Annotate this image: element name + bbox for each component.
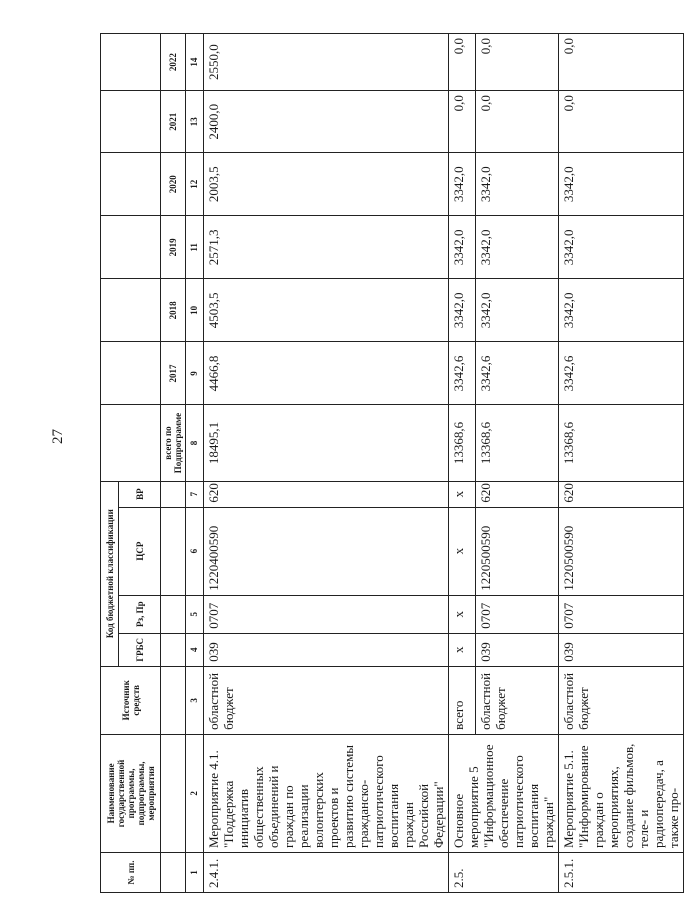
col-number: 11 bbox=[186, 216, 204, 279]
row-total: 13368,6 bbox=[449, 405, 476, 481]
header-vr: ВР bbox=[119, 481, 161, 507]
row-value-2020: 2003,5 bbox=[204, 153, 449, 216]
row-value-2018: 4503,5 bbox=[204, 279, 449, 342]
row-value-2017: 4466,8 bbox=[204, 342, 449, 405]
row-source: областной бюджет bbox=[475, 666, 558, 734]
header-year-2020 bbox=[101, 153, 161, 216]
row-value-2018: 3342,0 bbox=[449, 279, 476, 342]
header-kbk: Код бюджетной классификации bbox=[101, 481, 119, 666]
col-number: 3 bbox=[186, 666, 204, 734]
row-value-2017: 3342,6 bbox=[559, 342, 684, 405]
row-csr: 1220400590 bbox=[204, 507, 449, 595]
row-value-2021: 2400,0 bbox=[204, 91, 449, 153]
row-value-2022: 0,0 bbox=[559, 34, 684, 91]
header-blank-6 bbox=[161, 507, 186, 595]
col-number: 12 bbox=[186, 153, 204, 216]
row-name: Основное мероприятие 5 "Информационное обеспечение патриотического воспитания граждан" bbox=[449, 734, 559, 852]
row-value-2019: 3342,0 bbox=[475, 216, 558, 279]
budget-table bbox=[100, 33, 684, 893]
row-number: 2.4.1. bbox=[204, 852, 449, 892]
row-value-2022: 0,0 bbox=[475, 34, 558, 91]
row-vr: 620 bbox=[559, 481, 684, 507]
row-vr: 620 bbox=[204, 481, 449, 507]
header-grbs: ГРБС bbox=[119, 633, 161, 666]
row-name: Мероприятие 5.1. "Информирование граждан о мероприятиях, создание фильмов, теле- и радиопередач, а также про- bbox=[559, 734, 684, 852]
col-number: 5 bbox=[186, 595, 204, 633]
row-value-2021: 0,0 bbox=[449, 91, 476, 153]
row-vr: х bbox=[449, 481, 476, 507]
row-total: 13368,6 bbox=[559, 405, 684, 481]
header-csr: ЦСР bbox=[119, 507, 161, 595]
header-total-label: всего по Подпрограмме bbox=[161, 405, 186, 481]
row-value-2018: 3342,0 bbox=[475, 279, 558, 342]
header-year-2017 bbox=[101, 342, 161, 405]
row-source: всего bbox=[449, 666, 476, 734]
header-year-label-2018: 2018 bbox=[161, 279, 186, 342]
col-number: 7 bbox=[186, 481, 204, 507]
header-year-label-2021: 2021 bbox=[161, 91, 186, 153]
col-number: 1 bbox=[186, 852, 204, 892]
header-year-label-2022: 2022 bbox=[161, 34, 186, 91]
header-year-2018 bbox=[101, 279, 161, 342]
row-value-2019: 2571,3 bbox=[204, 216, 449, 279]
col-number: 13 bbox=[186, 91, 204, 153]
row-vr: 620 bbox=[475, 481, 558, 507]
header-year-label-2020: 2020 bbox=[161, 153, 186, 216]
col-number: 14 bbox=[186, 34, 204, 91]
header-year-label-2019: 2019 bbox=[161, 216, 186, 279]
row-rzpr: 0707 bbox=[204, 595, 449, 633]
row-csr: 1220500590 bbox=[475, 507, 558, 595]
row-value-2020: 3342,0 bbox=[559, 153, 684, 216]
col-number: 4 bbox=[186, 633, 204, 666]
row-total: 18495,1 bbox=[204, 405, 449, 481]
header-blank-2 bbox=[161, 734, 186, 852]
row-source: областной бюджет bbox=[559, 666, 684, 734]
header-rzpr: Рз, Пр bbox=[119, 595, 161, 633]
col-number: 2 bbox=[186, 734, 204, 852]
row-value-2018: 3342,0 bbox=[559, 279, 684, 342]
row-value-2022: 2550,0 bbox=[204, 34, 449, 91]
row-csr: х bbox=[449, 507, 476, 595]
page-number: 27 bbox=[50, 429, 66, 444]
row-name: Мероприятие 4.1. "Поддержка инициатив общественных объединений и граждан по реализации волонтерских проектов и развитию системы гражданско-патриотического воспитания граждан Российской Федерации" bbox=[204, 734, 449, 852]
col-number: 8 bbox=[186, 405, 204, 481]
header-blank-3 bbox=[161, 666, 186, 734]
row-rzpr: 0707 bbox=[559, 595, 684, 633]
row-grbs: 039 bbox=[204, 633, 449, 666]
row-value-2017: 3342,6 bbox=[475, 342, 558, 405]
row-value-2021: 0,0 bbox=[559, 91, 684, 153]
header-blank-4 bbox=[161, 633, 186, 666]
row-rzpr: х bbox=[449, 595, 476, 633]
row-csr: 1220500590 bbox=[559, 507, 684, 595]
row-total: 13368,6 bbox=[475, 405, 558, 481]
row-grbs: 039 bbox=[559, 633, 684, 666]
header-total bbox=[101, 405, 161, 481]
row-number: 2.5. bbox=[449, 852, 559, 892]
row-grbs: 039 bbox=[475, 633, 558, 666]
row-number: 2.5.1. bbox=[559, 852, 684, 892]
col-number: 10 bbox=[186, 279, 204, 342]
col-number: 6 bbox=[186, 507, 204, 595]
row-value-2019: 3342,0 bbox=[559, 216, 684, 279]
row-value-2022: 0,0 bbox=[449, 34, 476, 91]
header-name: Наименование государственной программы, подпрограммы, мероприятия bbox=[101, 734, 161, 852]
row-value-2021: 0,0 bbox=[475, 91, 558, 153]
header-year-2019 bbox=[101, 216, 161, 279]
row-value-2020: 3342,0 bbox=[475, 153, 558, 216]
row-source: областной бюджет bbox=[204, 666, 449, 734]
header-year-2022 bbox=[101, 34, 161, 91]
row-grbs: х bbox=[449, 633, 476, 666]
header-year-label-2017: 2017 bbox=[161, 342, 186, 405]
row-value-2017: 3342,6 bbox=[449, 342, 476, 405]
header-year-2021 bbox=[101, 91, 161, 153]
header-blank-1 bbox=[161, 852, 186, 892]
header-source: Источник средств bbox=[101, 666, 161, 734]
row-value-2020: 3342,0 bbox=[449, 153, 476, 216]
rotated-budget-table bbox=[100, 33, 681, 893]
header-blank-7 bbox=[161, 481, 186, 507]
row-rzpr: 0707 bbox=[475, 595, 558, 633]
header-blank-5 bbox=[161, 595, 186, 633]
header-no: № пп. bbox=[101, 852, 161, 892]
row-value-2019: 3342,0 bbox=[449, 216, 476, 279]
col-number: 9 bbox=[186, 342, 204, 405]
